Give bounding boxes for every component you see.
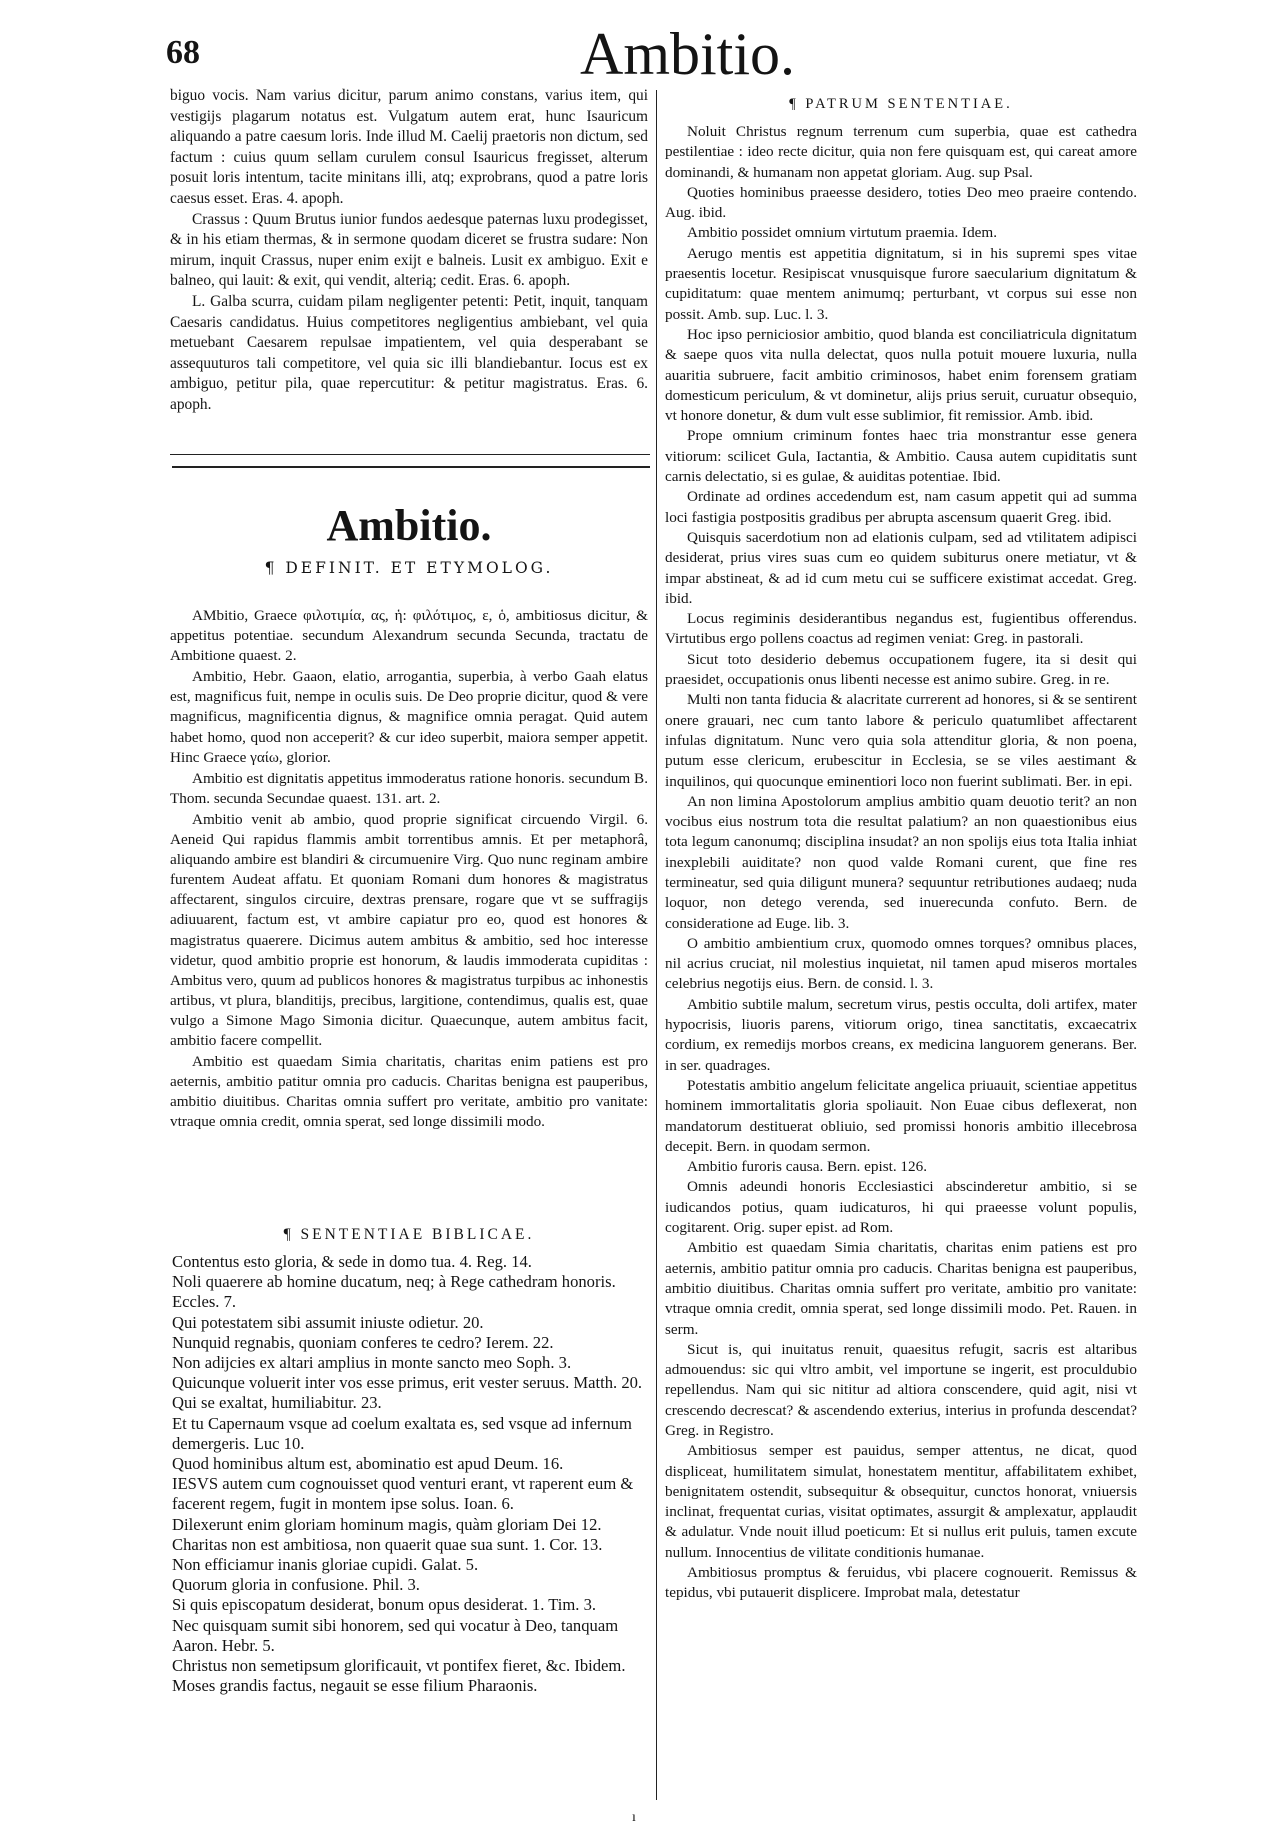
left-top-paragraph: biguo vocis. Nam varius dicitur, parum animo constans, varius item, qui vestigijs plagarum notatus est. Vulgatum autem erat, hunc Isauricum aliquando a patre caesum loris. Inde illud M. Caelij praetoris non dictum, sed factum : cuius quum sellam curulem consul Isauricus fregisset, alterum posuit loris intentum, tacite minitans illi, atq; exprobrans, quod a patre loris caesus esset. Eras. 4. apoph. bbox=[170, 87, 648, 207]
page-number: 68 bbox=[166, 34, 200, 71]
biblicae-heading: ¶ SENTENTIAE BIBLICAE. bbox=[283, 1226, 535, 1243]
biblical-sentence: Si quis episcopatum desiderat, bonum opus desiderat. 1. Tim. 3. bbox=[172, 1595, 597, 1615]
patrum-heading: ¶ PATRUM SENTENTIAE. bbox=[789, 96, 1013, 112]
patristic-sentence: Ambitio possidet omnium virtutum praemia. Idem. bbox=[687, 224, 998, 242]
patristic-sentence: Ambitiosus promptus & feruidus, vbi placere cognouerit. Remissus & tepidus, vbi putauerit displicere. Improbat mala, detestatur bbox=[665, 1564, 1137, 1602]
biblical-sentence: Charitas non est ambitiosa, non quaerit quae sua sunt. 1. Cor. 13. bbox=[172, 1534, 603, 1554]
definition-paragraph: Ambitio est dignitatis appetitus immoderatus ratione honoris. secundum B. Thom. secunda Secundae quaest. 131. art. 2. bbox=[170, 769, 648, 807]
patristic-sentence: Quoties hominibus praeesse desidero, toties Deo meo praeire contendo. Aug. ibid. bbox=[665, 183, 1137, 222]
left-top-text bbox=[170, 86, 648, 416]
patristic-sentence: An non limina Apostolorum amplius ambitio quam deuotio terit? an non vocibus eius nostrum tota die resultat palatium? an non quaestionibus eius tota legum canonumq; disciplina insudat? an non spolijs eius tota Italia inhiat inexplebili auiditate? non quod valde Romani curent, que fine res termineatur, sed quia diligunt munera? sequuntur retributiones audaeq; nuda loquor, non detego verenda, sed inuerecunda confuto. Bern. de consideratione ad Euge. lib. 3. bbox=[665, 792, 1137, 932]
biblical-sentence: Quorum gloria in confusione. Phil. 3. bbox=[172, 1575, 420, 1595]
biblical-sentence: Dilexerunt enim gloriam hominum magis, quàm gloriam Dei 12. bbox=[172, 1514, 602, 1534]
patristic-sentence: Hoc ipso perniciosior ambitio, quod blanda est conciliatricula dignitatum & saepe quos vita nulla delectat, quos nulla potuit mouere luxuria, nulla auaritia subruere, facit ambitio criminosos, habet enim forensem gratiam domesticum periculum, & vt dominetur, alijs prius seruit, curuatur obsequio, vt honore donetur, & dum vult esse sublimior, fit remissior. Amb. ibid. bbox=[665, 325, 1137, 425]
biblical-sentence: Quod hominibus altum est, abominatio est apud Deum. 16. bbox=[172, 1454, 564, 1474]
definit-heading: ¶ DEFINIT. ET ETYMOLOG. bbox=[264, 559, 554, 577]
section-rule bbox=[172, 466, 650, 468]
patristic-sentence: Ordinate ad ordines accedendum est, nam casum appetit qui ad summa loci fastigia postpositis gradibus per abrupta ascensum quaerit Greg. ibid. bbox=[665, 488, 1137, 526]
patristic-sentence: Ambitiosus semper est pauidus, semper attentus, ne dicat, quod displiceat, humilitatem simulat, honestatem mentitur, affabilitatem exhibet, benignitatem ostendit, subsequitur & obsequitur, cunctos honorat, vniuersis inclinat, frequentat curias, visitat optimates, assurgit & amplexatur, applaudit & adulatur. Vnde nouit illud poeticum: Et si nullus erit puluis, tamen excute nullum. Innocentius de vilitate conditionis humanae. bbox=[665, 1442, 1137, 1561]
definition-paragraph: Ambitio venit ab ambio, quod proprie significat circuendo Virgil. 6. Aeneid Qui rapidus flammis ambit torrentibus amnis. Et per metaphorâ, aliquando ambire est blandiri & circumuenire Virg. Quo nunc reginam ambire furentem Audeat affatu. Et quoniam Romani dum honores & magistratus affectarent, singulos circuire, dextras prensare, rogare que vt se suffragijs adiuuarent, factum est, vt ambire capiatur pro eo, quod est honores & magistratus quaerere. Dicimus autem ambitus & ambitio, sed hoc interesse videtur, quod ambitio proprie est honorum, & laudis immoderata cupiditas : Ambitus vero, quum ad publicos honores & magistratus turpibus ac inhonestis artibus, vt plura, blanditijs, precibus, largitione, contendimus, qualis est, quae vulgo a Simone Mago Simonia dicitur. Quaecunque, autem ambitus facit, ambitio facere compellit. bbox=[170, 810, 648, 1049]
definition-paragraph: Ambitio, Hebr. Gaaon, elatio, arrogantia, superbia, à verbo Gaah elatus est, magnificus fuit, nempe in oculis suis. De Deo proprie dicitur, quod & vere magnificus, magnificentia dignus, & magnifice omnia peragat. Quid autem habet homo, quod non acceperit? & cur ideo superbit, maiora semper appetit. Hinc Graece γαίω, glorior. bbox=[170, 668, 648, 766]
patristic-sentence: Ambitio est quaedam Simia charitatis, charitas enim patiens est pro aeternis, ambitio patitur omnia pro caducis. Charitas benigna est pauperibus, ambitio diuitibus. Charitas omnia suffert pro veritate, ambitio pro vanitate: vtraque omnia credit, omnia sperat, sed longe dissimili modo. Pet. Rauen. in serm. bbox=[665, 1239, 1137, 1338]
biblical-sentence: Et tu Capernaum vsque ad coelum exaltata es, sed vsque ad infernum demergeris. Luc 10. bbox=[172, 1413, 632, 1453]
definition-text bbox=[170, 606, 648, 1133]
patristic-sentence: Ambitio furoris causa. Bern. epist. 126. bbox=[687, 1158, 928, 1176]
patristic-sentence: Prope omnium criminum fontes haec tria monstrantur esse genera vitiorum: scilicet Gula, Iactantia, & Ambitio. Causa autem cupiditatis sunt carnis delectatio, si es gulae, & auiditas potentiae. Ibid. bbox=[665, 427, 1137, 486]
patristic-sentence: Multi non tanta fiducia & alacritate currerent ad honores, si & se sentirent onere grauari, nec cum tanto labore & periculo quatumlibet affectarent infulas dignitatum. Nunc vero quia sola attenditur gloria, & non poena, putum esse clericum, erubescitur in Ecclesia, se se viles aestimant & inquilinos, qui quocunque eminentiori loco non fuerint sublimati. Ber. in epi. bbox=[665, 691, 1137, 790]
patristic-sentence: O ambitio ambientium crux, quomodo omnes torques? omnibus places, nil acrius cruciat, nil molestius inquietat, nil tamen apud miseros mortales celebrius negotijs eius. Bern. de consid. l. 3. bbox=[665, 934, 1137, 993]
biblical-sentence: Quicunque voluerit inter vos esse primus, erit vester seruus. Matth. 20. bbox=[172, 1373, 643, 1393]
left-top-paragraph: Crassus : Quum Brutus iunior fundos aedesque paternas luxu prodegisset, & in his etiam thermas, & in sermone quodam diceret se frustra sudare: Non mirum, inquit Crassus, nuper enim exijt e balneis. Lusit ex ambiguo. Exit e balneo, qui lauit: & exit, qui vendit, alterią; cedit. Eras. 6. apoph. bbox=[170, 210, 648, 290]
biblicae-text bbox=[170, 1252, 648, 1696]
main-title-block bbox=[170, 500, 648, 587]
patristic-sentence: Potestatis ambitio angelum felicitate angelica priuauit, scientiae appetitus hominem immortalitatis gloria spoliauit. Non Euae cibus deflexerat, non mandatorum destituerat obliuio, sed promissi honoris ambitio illecebrosa decepit. Bern. in quodam sermon. bbox=[665, 1076, 1137, 1155]
left-top-paragraph: L. Galba scurra, cuidam pilam negligenter petenti: Petit, inquit, tanquam Caesaris candidatus. Huius competitores negligentius ambiebant, vel quia metuebant Caesarem repulsae impatientem, vel quia desperabant se assequuturos tali competitore, vel quia sic illi blandiebantur. Iocus est ex ambiguo, petitur pila, quae repercutitur: & petitur magistratus. Eras. 6. apoph. bbox=[170, 292, 648, 413]
running-title: Ambitio. bbox=[580, 21, 796, 87]
patrum-text bbox=[665, 122, 1137, 1604]
biblical-sentence: Nec quisquam sumit sibi honorem, sed qui vocatur à Deo, tanquam Aaron. Hebr. 5. bbox=[172, 1615, 619, 1655]
patristic-sentence: Ambitio subtile malum, secretum virus, pestis occulta, doli artifex, mater hypocrisis, liuoris parens, vitiorum origo, tinea sanctitatis, excaecatrix cordium, ex remedijs morbos creans, ex medicina languorem generans. Ber. in ser. quadrages. bbox=[665, 995, 1137, 1074]
patristic-sentence: Noluit Christus regnum terrenum cum superbia, quae est cathedra pestilentiae : ideo recte dicitur, quia non fere quisquam est, qui careat amore dominandi, & humanam non appetat gloriam. Aug. sup Psal. bbox=[665, 123, 1137, 181]
biblical-sentence: IESVS autem cum cognouisset quod venturi erant, vt raperent eum & facerent regem, fugit in montem ipse solus. Ioan. 6. bbox=[172, 1474, 634, 1514]
biblical-sentence: Nunquid regnabis, quoniam conferes te cedro? Ierem. 22. bbox=[172, 1332, 554, 1352]
patristic-sentence: Sicut toto desiderio debemus occupationem fugere, ita si desit qui praesidet, occupationis onus libenti necesse est animo subire. Greg. in re. bbox=[665, 650, 1137, 689]
biblical-sentence: Contentus esto gloria, & sede in domo tua. 4. Reg. 14. bbox=[172, 1252, 532, 1271]
definition-paragraph: AMbitio, Graece φιλοτιμία, ας, ἡ: φιλότιμος, ε, ὁ, ambitiosus dicitur, & appetitus potentiae. secundum Alexandrum secunda Secunda, tractatu de Ambitione quaest. 2. bbox=[170, 607, 648, 665]
biblical-sentence: Noli quaerere ab homine ducatum, neq; à Rege cathedram honoris. Eccles. 7. bbox=[172, 1272, 616, 1312]
biblical-sentence: Christus non semetipsum glorificauit, vt pontifex fieret, &c. Ibidem. bbox=[172, 1656, 626, 1676]
biblical-sentence: Qui se exaltat, humiliabitur. 23. bbox=[172, 1393, 382, 1413]
patristic-sentence: Locus regiminis desiderantibus negandus est, fugientibus offerendus. Virtutibus ergo pollens coactus ad regimen veniat: Greg. in pastorali. bbox=[665, 610, 1137, 648]
biblical-sentence: Non adijcies ex altari amplius in monte sancto meo Soph. 3. bbox=[172, 1353, 572, 1373]
biblical-sentence: Non efficiamur inanis gloriae cupidi. Galat. 5. bbox=[172, 1555, 479, 1575]
definition-paragraph: Ambitio est quaedam Simia charitatis, charitas enim patiens est pro aeternis, ambitio patitur omnia pro caducis. Charitas benigna est pauperibus, ambitio diuitibus. Charitas omnia suffert pro veritate, ambitio pro vanitate: vtraque omnia credit, omnia sperat, sed longe dissimili modo. bbox=[170, 1053, 648, 1131]
section-rule-thin bbox=[170, 454, 650, 455]
biblical-sentence: Moses grandis factus, negauit se esse filium Pharaonis. bbox=[172, 1676, 538, 1696]
patristic-sentence: Aerugo mentis est appetitia dignitatum, si in his supremi spes vitae praesentis locetur. Resipiscat vnusquisque furore saecularium dignitatum & cupiditatum: quae mentem animumq; perturbant, vt corpus sui esse non possit. Amb. sup. Luc. l. 3. bbox=[665, 244, 1137, 323]
patristic-sentence: Omnis adeundi honoris Ecclesiastici abscinderetur ambitio, si se iudicandos potius, quam iudicaturos, hi qui praeesse volunt populis, cogitarent. Orig. super epist. ad Rom. bbox=[665, 1178, 1137, 1237]
patristic-sentence: Sicut is, qui inuitatus renuit, quaesitus refugit, sacris est altaribus admouendus: sic qui vltro ambit, vel importune se ingerit, est proculdubio repellendus. Nam qui sic nititur ad altiora conscendere, quid agit, nisi vt crescendo decrescat? & ascendendo exterius, interius in profunda descendat? Greg. in Registro. bbox=[665, 1340, 1137, 1439]
main-title: Ambitio. bbox=[326, 501, 492, 550]
patristic-sentence: Quisquis sacerdotium non ad elationis culpam, sed ad vtilitatem adipisci desiderat, prius vires suas cum eo quidem subiturus onere metiatur, vt & impar abstineat, & ad id cum metu cui se sufficere existimat accedat. Greg. ibid. bbox=[665, 528, 1137, 607]
column-divider bbox=[656, 90, 657, 1800]
footer-mark: ı bbox=[632, 1810, 636, 1825]
biblical-sentence: Qui potestatem sibi assumit iniuste odietur. 20. bbox=[172, 1312, 484, 1332]
